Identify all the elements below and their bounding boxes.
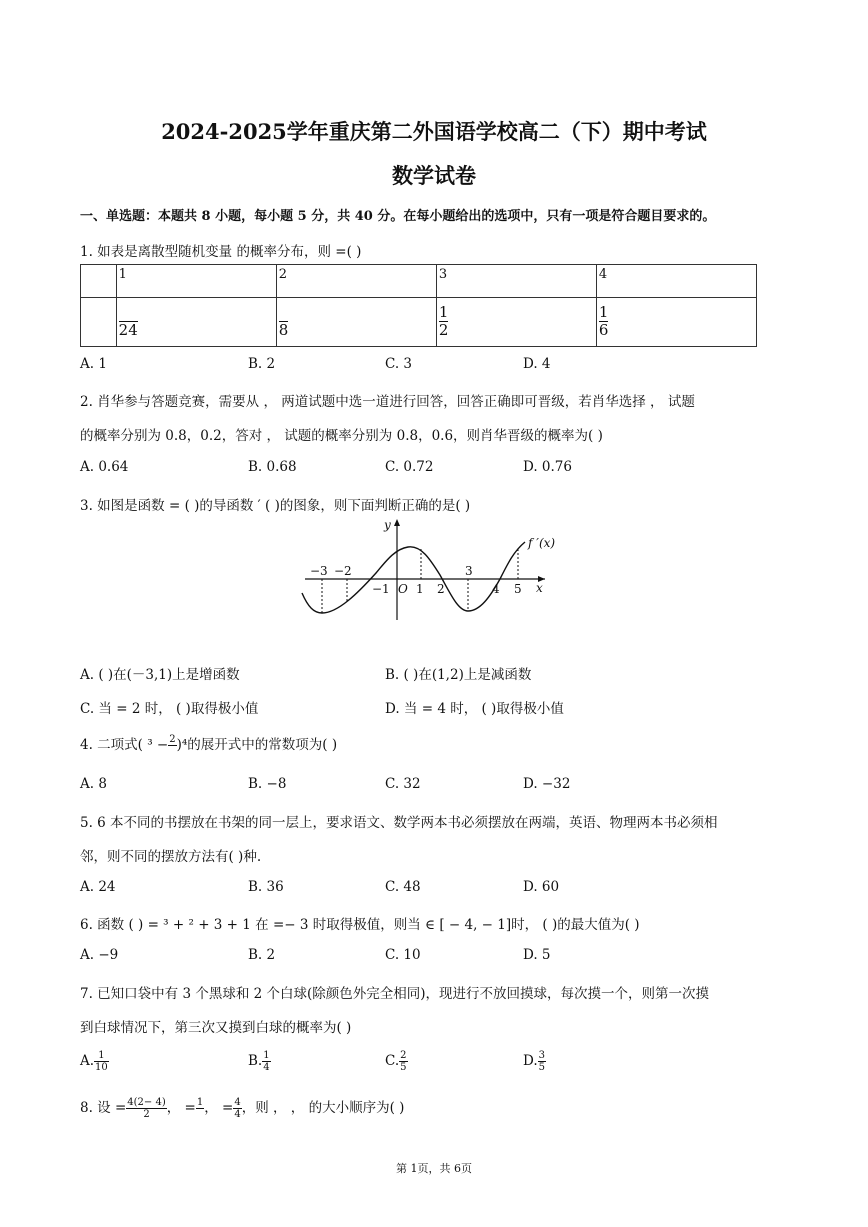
q8-post: ，则 ， ， 的大小顺序为( ) <box>241 1100 405 1116</box>
tick-label: 3 <box>465 564 473 578</box>
q6-option-a: A. −9 <box>80 947 119 963</box>
q7-option-c <box>385 1050 408 1073</box>
q8-pre: 8. 设 = <box>80 1100 127 1116</box>
curve-label: f ′(x) <box>528 536 556 550</box>
fraction-numerator: 3 <box>538 1050 546 1061</box>
table-cell: 4 <box>596 265 756 298</box>
q4-stem-pre: 4. 二项式( ³ − <box>80 737 169 753</box>
q2-option-d: D. 0.76 <box>523 459 572 475</box>
question-7-line-2: 到白球情况下，第三次又摸到白球的概率为( ) <box>80 1020 352 1036</box>
q3-option-d: D. 当 = 4 时， ( )取得极小值 <box>385 701 564 717</box>
question-5-line-1: 5. 6 本不同的书摆放在书架的同一层上，要求语文、数学两本书必须摆放在两端，英语、物理两本书必须相 <box>80 815 718 831</box>
option-label: D. <box>523 1053 538 1069</box>
q6-option-c: C. 10 <box>385 947 421 963</box>
fraction-denominator: 4 <box>263 1062 270 1073</box>
tick-label: −2 <box>334 564 352 578</box>
table-cell <box>81 298 117 347</box>
x-axis-label: x <box>536 581 543 595</box>
question-5-line-2: 邻，则不同的摆放方法有( )种. <box>80 849 262 865</box>
q3-option-b: B. ( )在(1,2)上是减函数 <box>385 667 532 683</box>
question-4-stem <box>80 733 337 757</box>
q5-option-c: C. 48 <box>385 879 421 895</box>
fraction-denominator: 8 <box>278 321 289 339</box>
q3-option-c: C. 当 = 2 时， ( )取得极小值 <box>80 701 259 717</box>
question-7-line-1: 7. 已知口袋中有 3 个黑球和 2 个白球(除颜色外完全相同)，现进行不放回摸球，每次摸一个，则第一次摸 <box>80 986 710 1002</box>
table-cell <box>116 298 276 347</box>
fraction-numerator: 1 <box>94 1050 109 1062</box>
question-3-stem: 3. 如图是函数 = ( )的导函数 ′ ( )的图象，则下面判断正确的是( ) <box>80 498 471 514</box>
fraction-numerator: 1 <box>438 303 449 321</box>
q5-option-a: A. 24 <box>80 879 116 895</box>
q5-option-d: D. 60 <box>523 879 560 895</box>
fraction-denominator: 10 <box>95 1062 108 1073</box>
table-cell: 2 <box>276 265 436 298</box>
fraction-denominator: 24 <box>118 321 138 339</box>
fraction-denominator: 5 <box>400 1062 407 1073</box>
fraction-numerator: 2 <box>400 1050 407 1061</box>
question-2-line-2: 的概率分别为 0.8，0.2，答对 ， 试题的概率分别为 0.8，0.6，则肖华晋级的概率为( ) <box>80 428 603 444</box>
q7-option-d <box>523 1050 546 1073</box>
table-cell: 3 <box>436 265 596 298</box>
q5-option-b: B. 36 <box>248 879 284 895</box>
page-subtitle: 数学试卷 <box>392 163 476 188</box>
question-8-stem <box>80 1096 404 1120</box>
fraction-denominator: 4 <box>234 1109 241 1120</box>
q6-option-d: D. 5 <box>523 947 551 963</box>
option-label: B. <box>248 1053 263 1069</box>
fraction-denominator: 5 <box>538 1062 546 1073</box>
fraction-numerator <box>119 304 138 322</box>
q4-option-d: D. −32 <box>523 776 571 792</box>
question-6-stem: 6. 函数 ( ) = ³ + ² + 3 + 1 在 =− 3 时取得极值，则当 ∈ [ − 4, − 1]时， ( )的最大值为( ) <box>80 917 640 933</box>
y-axis-label: y <box>384 518 391 532</box>
fraction-numerator: 2 <box>169 734 176 745</box>
fraction-numerator: 4 <box>234 1097 241 1108</box>
fraction-numerator: 1 <box>263 1050 270 1061</box>
q4-option-a: A. 8 <box>80 776 107 792</box>
section-heading: 一、单选题：本题共 8 小题，每小题 5 分，共 40 分。在每小题给出的选项中，只有一项是符合题目要求的。 <box>80 209 716 224</box>
fraction-denominator <box>196 1109 204 1120</box>
q4-option-b: B. −8 <box>248 776 287 792</box>
table-cell: 1 <box>116 265 276 298</box>
table-cell <box>81 265 117 298</box>
tick-label: 5 <box>514 582 522 596</box>
page-title: 2024-2025学年重庆第二外国语学校高二（下）期中考试 <box>161 119 707 144</box>
fraction-denominator: 2 <box>438 321 449 339</box>
fraction-numerator <box>279 304 289 322</box>
q1-option-c: C. 3 <box>385 356 413 372</box>
q7-option-b <box>248 1050 271 1073</box>
q8-mid2: ， = <box>204 1100 234 1116</box>
tick-label: 2 <box>437 582 445 596</box>
question-1-stem: 1. 如表是离散型随机变量 的概率分布，则 =( ) <box>80 244 362 260</box>
q2-option-c: C. 0.72 <box>385 459 434 475</box>
table-cell <box>596 298 756 347</box>
q6-option-b: B. 2 <box>248 947 276 963</box>
option-label: C. <box>385 1053 400 1069</box>
question-2-line-1: 2. 肖华参与答题竞赛，需要从 ， 两道试题中选一道进行回答，回答正确即可晋级，若肖华选择 ， 试题 <box>80 394 695 410</box>
q2-option-b: B. 0.68 <box>248 459 297 475</box>
tick-label: −3 <box>310 564 328 578</box>
fraction-denominator <box>168 746 176 757</box>
fraction-numerator: 1 <box>598 303 609 321</box>
origin-label: O <box>398 582 408 596</box>
q2-option-a: A. 0.64 <box>80 459 129 475</box>
q1-option-b: B. 2 <box>248 356 276 372</box>
table-cell <box>436 298 596 347</box>
tick-label: −1 <box>372 582 390 596</box>
option-label: A. <box>80 1053 95 1069</box>
q1-option-d: D. 4 <box>523 356 551 372</box>
fraction-denominator: 6 <box>598 321 609 339</box>
q8-mid1: ， = <box>166 1100 196 1116</box>
fraction-numerator: 1 <box>196 1097 204 1108</box>
fraction-numerator: 4(2− 4) <box>127 1097 166 1108</box>
q4-stem-post: )⁴的展开式中的常数项为( ) <box>176 737 338 753</box>
q7-option-a <box>80 1050 109 1073</box>
tick-label: 1 <box>416 582 424 596</box>
page-footer: 第 1页，共 6页 <box>396 1162 472 1175</box>
fraction-denominator: 2 <box>143 1109 150 1120</box>
q3-option-a: A. ( )在(－3,1)上是增函数 <box>80 667 240 683</box>
probability-table <box>80 264 757 347</box>
y-axis-arrow-icon <box>394 519 400 526</box>
tick-label: 4 <box>492 582 500 596</box>
q4-option-c: C. 32 <box>385 776 421 792</box>
derivative-graph <box>300 515 560 625</box>
q1-option-a: A. 1 <box>80 356 107 372</box>
table-cell <box>276 298 436 347</box>
